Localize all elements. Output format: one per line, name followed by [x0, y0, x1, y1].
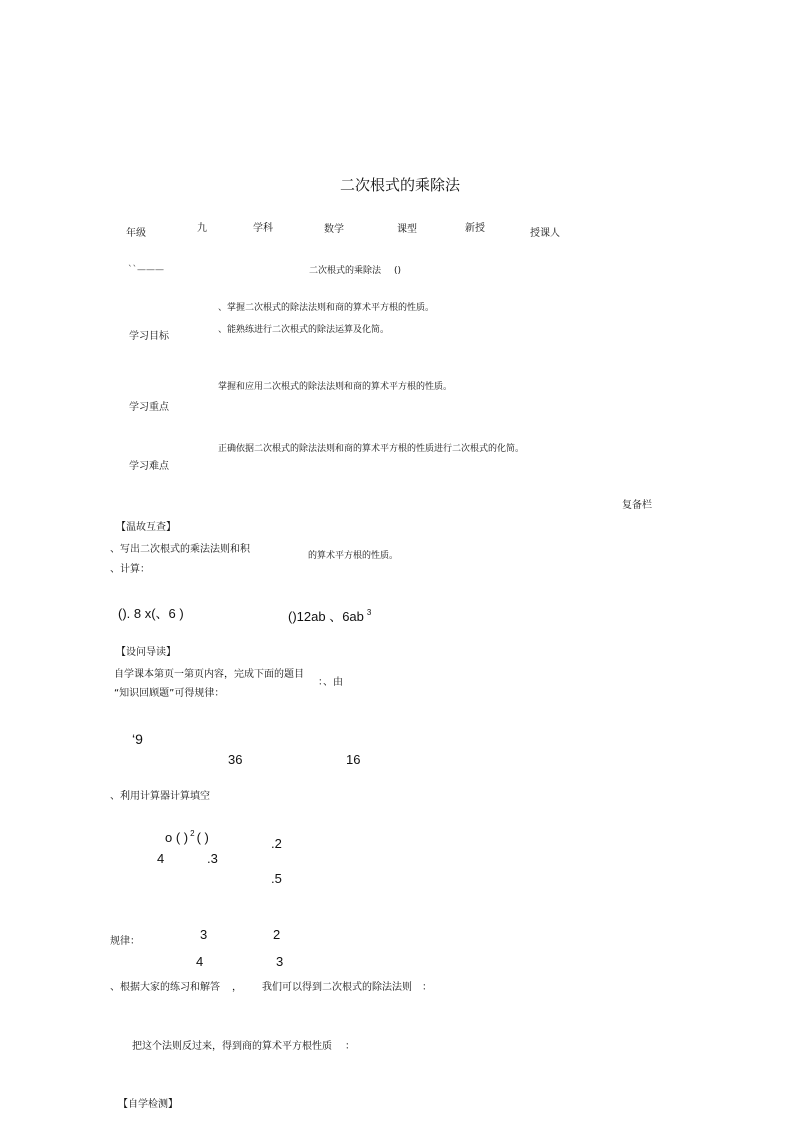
review-calc-2-sup: 3 — [366, 608, 372, 617]
value-point-5: .5 — [271, 871, 282, 886]
review-column-label: 复备栏 — [622, 500, 652, 511]
rule-label: 规律： — [110, 936, 140, 947]
rule-3: 3 — [200, 927, 208, 942]
lesson-type-value: 新授 — [465, 223, 485, 234]
expr-a — [165, 831, 209, 844]
rule-3b: 3 — [276, 954, 284, 969]
conclusion-colon: ： — [422, 982, 432, 993]
topic-value: 二次根式的乘除法 — [309, 266, 382, 276]
goal-item-2: 、能熟练进行二次根式的除法运算及化简。 — [218, 325, 390, 335]
subject-label: 学科 — [253, 223, 273, 234]
self-check-heading: 【自学检测】 — [118, 1099, 178, 1110]
conclusion-a: 、根据大家的练习和解答 — [110, 982, 220, 993]
value-36: 36 — [228, 752, 243, 767]
value-9: ‘9 — [132, 731, 143, 747]
rule-4: 4 — [196, 954, 204, 969]
goals-label: 学习目标 — [129, 331, 169, 342]
review-q1-left: 、写出二次根式的乘法法则和积 — [110, 544, 250, 555]
reverse-colon: ： — [345, 1041, 355, 1052]
guide-heading: 【设问导读】 — [116, 647, 176, 658]
review-calc-1: (). 8 x(、6 ) — [118, 606, 184, 621]
subject-value: 数学 — [324, 224, 344, 235]
grade-label: 年级 — [126, 228, 146, 239]
teacher-label: 授课人 — [530, 228, 560, 239]
page-title: 二次根式的乘除法 — [340, 176, 461, 194]
goal-item-1: 、掌握二次根式的除法法则和商的算术平方根的性质。 — [218, 303, 435, 313]
expr-a-main: o ( ) — [165, 830, 189, 845]
value-16: 16 — [346, 752, 361, 767]
guide-line-2: “知识回顾题”可得规律： — [114, 688, 225, 699]
conclusion-comma: ， — [232, 982, 242, 993]
grade-value: 九 — [197, 223, 207, 234]
reverse-rule: 把这个法则反过来，得到商的算术平方根性质 — [132, 1041, 332, 1052]
key-points-text: 掌握和应用二次根式的除法法则和商的算术平方根的性质。 — [218, 382, 453, 392]
review-q2: 、计算： — [110, 564, 150, 575]
expr-a-tail: ( ) — [196, 830, 209, 845]
value-4: 4 — [157, 851, 165, 866]
guide-line-1: 自学课本第页一第页内容，完成下面的题目 — [114, 669, 304, 680]
calc-task: 、利用计算器计算填空 — [110, 791, 210, 802]
difficulties-label: 学习难点 — [129, 461, 169, 472]
rule-2: 2 — [273, 927, 281, 942]
review-heading: 【温故互查】 — [116, 522, 176, 533]
value-point-2: .2 — [271, 836, 282, 851]
review-calc-2-text: ()12ab 、6ab — [288, 609, 364, 624]
guide-line-1-side: ：、由 — [318, 677, 343, 688]
topic-suffix: () — [394, 266, 402, 276]
lesson-type-label: 课型 — [397, 224, 417, 235]
topic-label: ˋˋ——— — [128, 265, 164, 275]
review-calc-2 — [288, 610, 371, 623]
key-points-label: 学习重点 — [129, 402, 169, 413]
review-q1-right: 的算术平方根的性质。 — [308, 551, 399, 561]
value-point-3: .3 — [207, 851, 218, 866]
expr-a-sup: 2 — [190, 829, 195, 838]
conclusion-b: 我们可以得到二次根式的除法法则 — [262, 982, 412, 993]
difficulties-text: 正确依据二次根式的除法法则和商的算术平方根的性质进行二次根式的化简。 — [218, 444, 525, 454]
